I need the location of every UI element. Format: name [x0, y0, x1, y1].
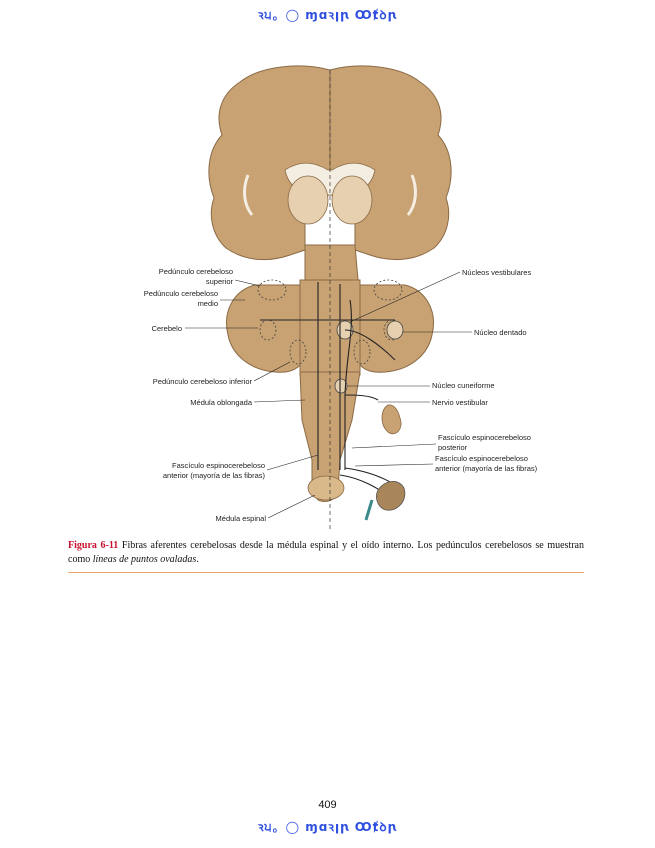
footer-banner: ꝛ੫。◯ ɱɑꝛꞁꞃ Ꝏⱦꝺꞃ	[257, 820, 398, 834]
caption-text: Fibras aferentes cerebelosas desde la médula espinal y el oído interno. Los pedúnculos cerebelosos se muestran como	[68, 540, 584, 565]
caption-rule	[68, 572, 584, 573]
inner-ear	[366, 405, 405, 520]
label-ped-inf: Pedúnculo cerebeloso inferior	[152, 377, 252, 386]
label-fasc-ant-r2: anterior (mayoría de las fibras)	[435, 464, 538, 473]
label-fasc-post-2: posterior	[438, 443, 468, 452]
label-nervio-vest: Nervio vestibular	[432, 398, 488, 407]
figure-number: Figura 6-11	[68, 540, 119, 551]
brainstem	[305, 245, 358, 280]
label-fasc-ant-1: Fascículo espinocerebeloso	[172, 461, 265, 470]
label-nucleo-dentado: Núcleo dentado	[474, 328, 527, 337]
caption-end: .	[196, 554, 199, 565]
caption-emphasis: líneas de puntos ovaladas	[92, 554, 197, 565]
label-ped-sup-2: superior	[205, 277, 233, 286]
label-medula-espinal: Médula espinal	[215, 514, 266, 523]
label-ped-med-2: medio	[197, 299, 218, 308]
page-number: 409	[318, 799, 337, 811]
label-fasc-ant-2: anterior (mayoría de las fibras)	[162, 471, 265, 480]
label-ped-sup-1: Pedúnculo cerebeloso	[158, 267, 233, 276]
label-ped-med-1: Pedúnculo cerebeloso	[143, 289, 218, 298]
label-fasc-ant-r1: Fascículo espinocerebeloso	[435, 454, 528, 463]
label-nucleos-vest: Núcleos vestibulares	[462, 268, 532, 277]
label-cerebelo: Cerebelo	[151, 324, 182, 333]
label-fasc-post-1: Fascículo espinocerebeloso	[438, 433, 531, 442]
label-nucleo-cune: Núcleo cuneiforme	[432, 381, 495, 390]
figure-caption	[68, 539, 584, 567]
label-medula-oblongada: Médula oblongada	[190, 398, 252, 407]
header-banner: ꝛ੫。◯ ɱɑꝛꞁꞃ Ꝏⱦꝺꞃ	[257, 8, 398, 22]
